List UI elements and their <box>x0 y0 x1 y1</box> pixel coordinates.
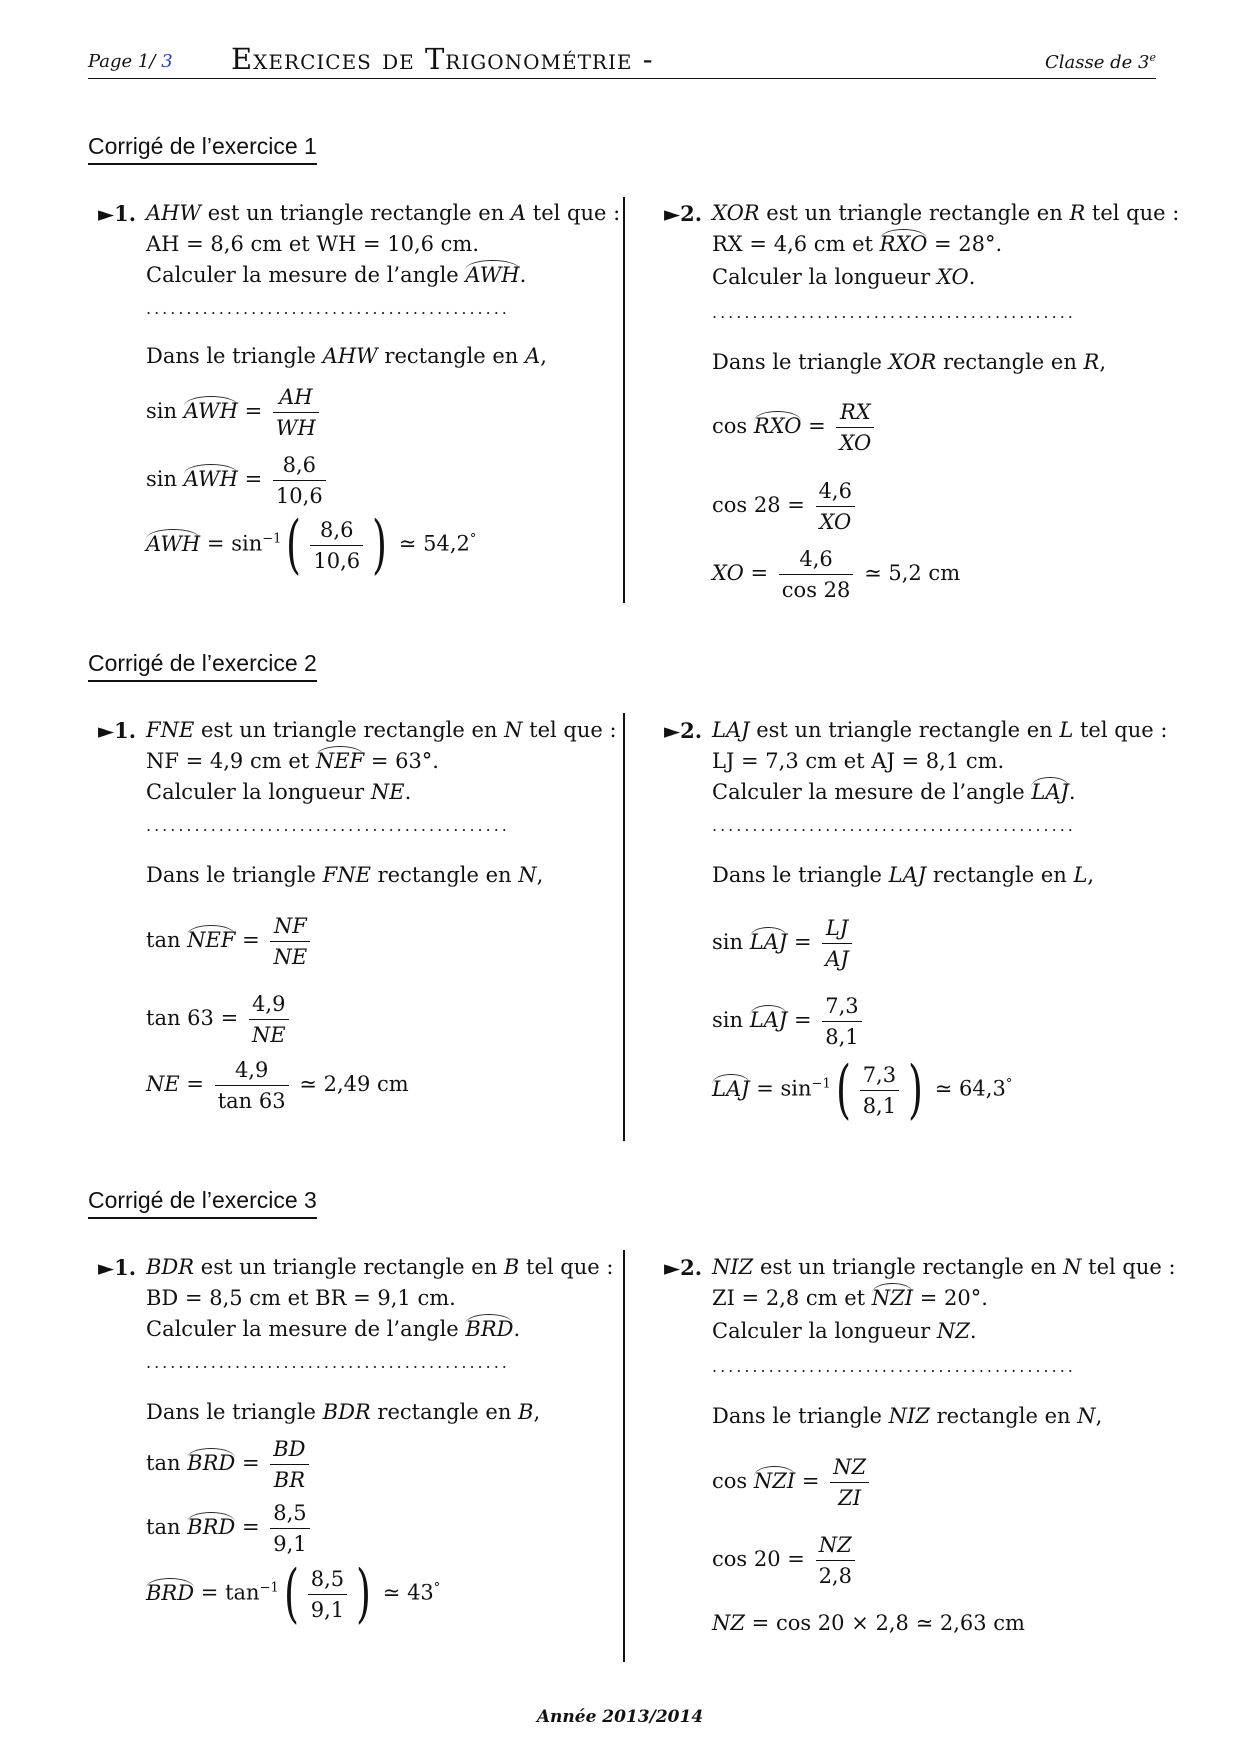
triangle-name: NIZ <box>712 1255 754 1279</box>
text: , <box>536 863 544 887</box>
given-values: LJ = 7,3 cm et AJ = 8,1 cm. <box>712 749 1005 773</box>
denominator: ZI <box>838 1486 862 1510</box>
question-line <box>712 262 975 293</box>
dotted-separator: ............................................. <box>712 1357 1076 1376</box>
numerator: 4,6 <box>816 476 855 507</box>
equation-3 <box>146 508 477 582</box>
intro-line <box>712 347 1106 378</box>
equation-3 <box>146 1055 409 1116</box>
denominator: NE <box>273 945 308 969</box>
degree: ° <box>1005 1076 1013 1092</box>
statement-line <box>146 1252 613 1283</box>
text: RX = 4,6 cm et <box>712 232 880 256</box>
question-line <box>146 777 411 808</box>
fn: sin <box>231 531 263 556</box>
equation-1 <box>712 397 878 458</box>
text: , <box>533 1400 541 1424</box>
equation-2 <box>146 989 293 1050</box>
vertex: L <box>1073 863 1088 887</box>
page-footer: Année 2013/2014 <box>536 1707 704 1727</box>
denominator: NE <box>251 1023 286 1047</box>
equation-2 <box>712 476 859 537</box>
vertex: N <box>1077 1404 1096 1428</box>
angle: AWH <box>465 260 519 287</box>
numerator: 4,6 <box>779 544 854 575</box>
lhs: cos 28 <box>712 493 781 517</box>
text: Calculer la mesure de l’angle <box>146 263 466 287</box>
triangle-name: FNE <box>322 863 371 887</box>
equals: = <box>220 1006 239 1030</box>
text: rectangle en <box>929 1404 1078 1428</box>
triangle-name: BDR <box>322 1400 371 1424</box>
vertex: A <box>525 344 541 368</box>
angle: NZI <box>754 1466 795 1493</box>
fraction <box>270 1498 309 1559</box>
text: Calculer la longueur <box>146 780 371 804</box>
equals: = <box>793 1008 812 1032</box>
denominator: 8,1 <box>862 1093 897 1118</box>
text: tel que : <box>1085 201 1180 225</box>
fraction <box>273 382 319 443</box>
vertex: N <box>504 718 523 742</box>
inverse: −1 <box>259 1580 279 1596</box>
fraction <box>310 515 363 576</box>
equals: = <box>750 561 769 585</box>
angle: LAJ <box>750 1005 788 1032</box>
vertex: L <box>1059 718 1074 742</box>
result: 2,63 cm <box>939 1611 1025 1635</box>
text: tel que : <box>1073 718 1168 742</box>
fraction <box>308 1564 347 1625</box>
text: Calculer la mesure de l’angle <box>146 1317 466 1341</box>
numerator: RX <box>836 397 874 428</box>
fn: tan <box>225 1580 260 1605</box>
triangle-name: AHW <box>146 201 202 225</box>
angle: RXO <box>754 411 802 438</box>
vertex: A <box>510 201 527 225</box>
angle: NEF <box>316 746 364 773</box>
fn: tan <box>146 1515 181 1539</box>
statement-line <box>712 715 1167 746</box>
fraction <box>860 1060 899 1121</box>
fraction <box>249 989 289 1050</box>
fraction <box>816 476 855 537</box>
fraction <box>215 1055 289 1116</box>
triangle-name: XOR <box>888 350 937 374</box>
approx: ≃ <box>864 561 882 585</box>
fraction <box>270 911 310 972</box>
degree: ° <box>433 1580 441 1596</box>
segment: XO <box>936 265 969 289</box>
inverse: −1 <box>811 1076 831 1092</box>
text: Dans le triangle <box>712 1404 889 1428</box>
given-values <box>712 1283 988 1314</box>
angle: AWH <box>184 464 238 491</box>
equals: = <box>793 930 812 954</box>
text: est un triangle rectangle en <box>749 718 1060 742</box>
text: tel que : <box>1081 1255 1176 1279</box>
paren-right: ) <box>908 1053 924 1127</box>
statement-line <box>146 198 620 229</box>
lhs: XO <box>712 561 744 585</box>
paren-left: ( <box>283 1557 299 1631</box>
text: Calculer la mesure de l’angle <box>712 780 1032 804</box>
equation-2 <box>146 1498 314 1559</box>
degree: ° <box>469 531 477 547</box>
equals: = <box>801 1469 820 1493</box>
equals: = <box>808 414 826 438</box>
intro-line <box>146 1397 540 1428</box>
angle: AWH <box>184 396 238 423</box>
text: Dans le triangle <box>146 344 323 368</box>
text: est un triangle rectangle en <box>201 201 511 225</box>
lhs: NE <box>146 1072 180 1096</box>
angle: LAJ <box>712 1074 750 1101</box>
lhs: NZ <box>712 1611 745 1635</box>
text: Dans le triangle <box>712 350 889 374</box>
equals: = <box>186 1072 205 1096</box>
text: est un triangle rectangle en <box>759 201 1070 225</box>
numerator: NF <box>270 911 310 942</box>
numerator: 8,6 <box>273 450 326 481</box>
approx: ≃ <box>398 531 417 556</box>
dotted-separator: ............................................. <box>146 816 510 835</box>
text: rectangle en <box>377 344 526 368</box>
triangle-name: FNE <box>146 718 195 742</box>
class-text: Classe de 3 <box>1045 52 1150 73</box>
paren-left: ( <box>835 1053 851 1127</box>
denominator: XO <box>839 431 872 455</box>
numerator: 7,3 <box>860 1060 899 1091</box>
equals: = <box>244 467 263 491</box>
expression: cos 20 × 2,8 <box>775 1611 909 1635</box>
triangle-name: XOR <box>712 201 760 225</box>
equation-3 <box>712 1053 1013 1127</box>
angle: BRD <box>146 1578 194 1605</box>
equation-3 <box>712 1608 1025 1639</box>
text: est un triangle rectangle en <box>753 1255 1064 1279</box>
denominator: WH <box>275 416 316 440</box>
numerator: LJ <box>822 913 852 944</box>
vertex: B <box>503 1255 520 1279</box>
text: , <box>540 344 547 368</box>
angle: BRD <box>187 1448 235 1475</box>
equals: = <box>787 493 805 517</box>
equation-2 <box>712 1530 859 1591</box>
fraction <box>836 397 874 458</box>
text: , <box>1087 863 1095 887</box>
approx: ≃ <box>299 1072 317 1096</box>
equation-1 <box>712 913 856 974</box>
angle: BRD <box>187 1512 235 1539</box>
result: 64,3 <box>959 1076 1006 1101</box>
question-number: ►1. <box>98 718 137 743</box>
angle: LAJ <box>1031 777 1069 804</box>
text: tel que : <box>526 201 621 225</box>
vertex: N <box>518 863 537 887</box>
numerator: NZ <box>816 1530 855 1561</box>
section-title-ex3: Corrigé de l’exercice 3 <box>88 1187 317 1219</box>
numerator: 8,5 <box>308 1564 347 1595</box>
text: est un triangle rectangle en <box>194 718 505 742</box>
angle: RXO <box>880 229 928 256</box>
numerator: 8,5 <box>270 1498 309 1529</box>
intro-line <box>712 860 1094 891</box>
lhs: cos 20 <box>712 1547 781 1571</box>
statement-line <box>146 715 617 746</box>
angle: NZI <box>872 1283 913 1310</box>
text: tel que : <box>519 1255 614 1279</box>
angle: AWH <box>146 529 200 556</box>
text: . <box>968 265 976 289</box>
result: 43 <box>407 1580 434 1605</box>
dotted-separator: ............................................. <box>146 1353 510 1372</box>
result: 2,49 cm <box>323 1072 409 1096</box>
text: NF = 4,9 cm et <box>146 749 316 773</box>
page-label: Page 1/ <box>88 51 156 72</box>
text: Dans le triangle <box>146 1400 323 1424</box>
text: rectangle en <box>926 863 1074 887</box>
denominator: 9,1 <box>273 1532 307 1556</box>
paren-right: ) <box>356 1557 372 1631</box>
question-line <box>146 260 526 291</box>
paren-right: ) <box>372 508 388 582</box>
fn: sin <box>712 1008 744 1032</box>
equals: = <box>244 399 263 423</box>
text: ZI = 2,8 cm et <box>712 1286 872 1310</box>
question-number: ►2. <box>664 718 703 743</box>
numerator: AH <box>273 382 319 413</box>
equals: = <box>751 1611 770 1635</box>
equation-1 <box>146 1434 313 1495</box>
fn: sin <box>780 1076 812 1101</box>
equals: = <box>241 1515 260 1539</box>
equals: = <box>242 928 260 952</box>
equation-1 <box>146 382 323 443</box>
fn: sin <box>146 399 178 423</box>
equation-3 <box>146 1557 441 1631</box>
intro-line <box>146 341 547 372</box>
equation-2 <box>712 991 866 1052</box>
numerator: 4,9 <box>215 1055 289 1086</box>
given-values: BD = 8,5 cm et BR = 9,1 cm. <box>146 1286 456 1310</box>
numerator: 7,3 <box>822 991 861 1022</box>
dotted-separator: ............................................. <box>712 816 1076 835</box>
statement-line <box>712 198 1179 229</box>
text: Calculer la longueur <box>712 1319 937 1343</box>
triangle-name: AHW <box>322 344 378 368</box>
dotted-separator: ............................................. <box>712 303 1076 322</box>
vertex: N <box>1063 1255 1082 1279</box>
text: est un triangle rectangle en <box>194 1255 504 1279</box>
vertex: B <box>518 1400 534 1424</box>
given-values <box>712 229 1002 260</box>
section-title-ex2: Corrigé de l’exercice 2 <box>88 650 317 682</box>
question-line <box>712 777 1076 808</box>
page-number <box>88 51 173 72</box>
class-sup: e <box>1149 51 1156 64</box>
denominator: 2,8 <box>818 1564 852 1588</box>
fraction <box>270 1434 308 1495</box>
question-number: ►1. <box>98 1255 137 1280</box>
denominator: BR <box>273 1468 306 1492</box>
intro-line <box>146 860 543 891</box>
approx: ≃ <box>934 1076 953 1101</box>
equation-3 <box>712 544 960 605</box>
text: tel que : <box>522 718 617 742</box>
question-number: ►1. <box>98 201 137 226</box>
section-title-ex1: Corrigé de l’exercice 1 <box>88 133 317 165</box>
triangle-name: LAJ <box>888 863 927 887</box>
denominator: 10,6 <box>275 484 323 508</box>
equals: = <box>241 1451 260 1475</box>
text: rectangle en <box>370 1400 519 1424</box>
lhs: tan 63 <box>146 1006 214 1030</box>
numerator: BD <box>270 1434 308 1465</box>
fraction <box>779 544 854 605</box>
fn: cos <box>712 414 748 438</box>
fraction <box>816 1530 855 1591</box>
intro-line <box>712 1401 1102 1432</box>
text: Dans le triangle <box>712 863 889 887</box>
given-values: AH = 8,6 cm et WH = 10,6 cm. <box>146 232 480 256</box>
denominator: 8,1 <box>825 1025 859 1049</box>
angle: BRD <box>465 1314 513 1341</box>
vertex: R <box>1083 350 1100 374</box>
numerator: 4,9 <box>249 989 289 1020</box>
equation-1 <box>146 911 314 972</box>
fraction <box>822 913 852 974</box>
text: Dans le triangle <box>146 863 323 887</box>
column-divider <box>623 713 625 1141</box>
equals: = <box>787 1547 805 1571</box>
equation-1 <box>712 1452 873 1513</box>
fn: tan <box>146 928 181 952</box>
column-divider <box>623 1250 625 1662</box>
question-line <box>712 1316 977 1347</box>
denominator: XO <box>819 510 852 534</box>
result: 54,2 <box>423 531 470 556</box>
denominator: 10,6 <box>313 548 361 573</box>
approx: ≃ <box>382 1580 401 1605</box>
statement-line <box>712 1252 1176 1283</box>
triangle-name: LAJ <box>712 718 750 742</box>
question-number: ►2. <box>664 1255 703 1280</box>
text: . <box>1068 780 1076 804</box>
question-number: ►2. <box>664 201 703 226</box>
text: = 20°. <box>913 1286 988 1310</box>
denominator: tan 63 <box>217 1089 286 1113</box>
equals: = <box>200 1580 219 1605</box>
angle: LAJ <box>750 927 788 954</box>
given-values <box>146 746 439 777</box>
numerator: 8,6 <box>310 515 363 546</box>
denominator: 9,1 <box>310 1597 345 1622</box>
text: . <box>513 1317 521 1341</box>
fn: tan <box>146 1451 181 1475</box>
text: = 63°. <box>364 749 439 773</box>
fraction <box>830 1452 869 1513</box>
text: . <box>519 263 527 287</box>
equals: = <box>206 531 225 556</box>
text: rectangle en <box>370 863 519 887</box>
class-label <box>1045 51 1156 73</box>
text: = 28°. <box>927 232 1003 256</box>
triangle-name: NIZ <box>888 1404 930 1428</box>
equation-2 <box>146 450 330 511</box>
equals: = <box>756 1076 774 1101</box>
text: , <box>1095 1404 1103 1428</box>
page-title: Exercices de Trigonométrie - <box>231 42 654 76</box>
inverse: −1 <box>262 531 282 547</box>
text: rectangle en <box>936 350 1084 374</box>
angle: NEF <box>187 925 235 952</box>
result: 5,2 cm <box>888 561 961 585</box>
vertex: R <box>1069 201 1086 225</box>
dotted-separator: ............................................. <box>146 299 510 318</box>
text: . <box>404 780 412 804</box>
question-line <box>146 1314 520 1345</box>
text: , <box>1099 350 1107 374</box>
segment: NE <box>370 780 405 804</box>
fn: sin <box>712 930 744 954</box>
fraction <box>273 450 326 511</box>
column-divider <box>623 197 625 603</box>
triangle-name: BDR <box>146 1255 195 1279</box>
fn: sin <box>146 467 178 491</box>
text: Calculer la longueur <box>712 265 937 289</box>
fn: cos <box>712 1469 748 1493</box>
paren-left: ( <box>286 508 302 582</box>
text: . <box>969 1319 977 1343</box>
fraction <box>822 991 861 1052</box>
denominator: AJ <box>825 947 849 971</box>
segment: NZ <box>936 1319 970 1343</box>
denominator: cos 28 <box>781 578 851 602</box>
page-header <box>88 40 1156 79</box>
page-total-link[interactable]: 3 <box>161 51 173 72</box>
approx: ≃ <box>915 1611 934 1635</box>
numerator: NZ <box>830 1452 869 1483</box>
